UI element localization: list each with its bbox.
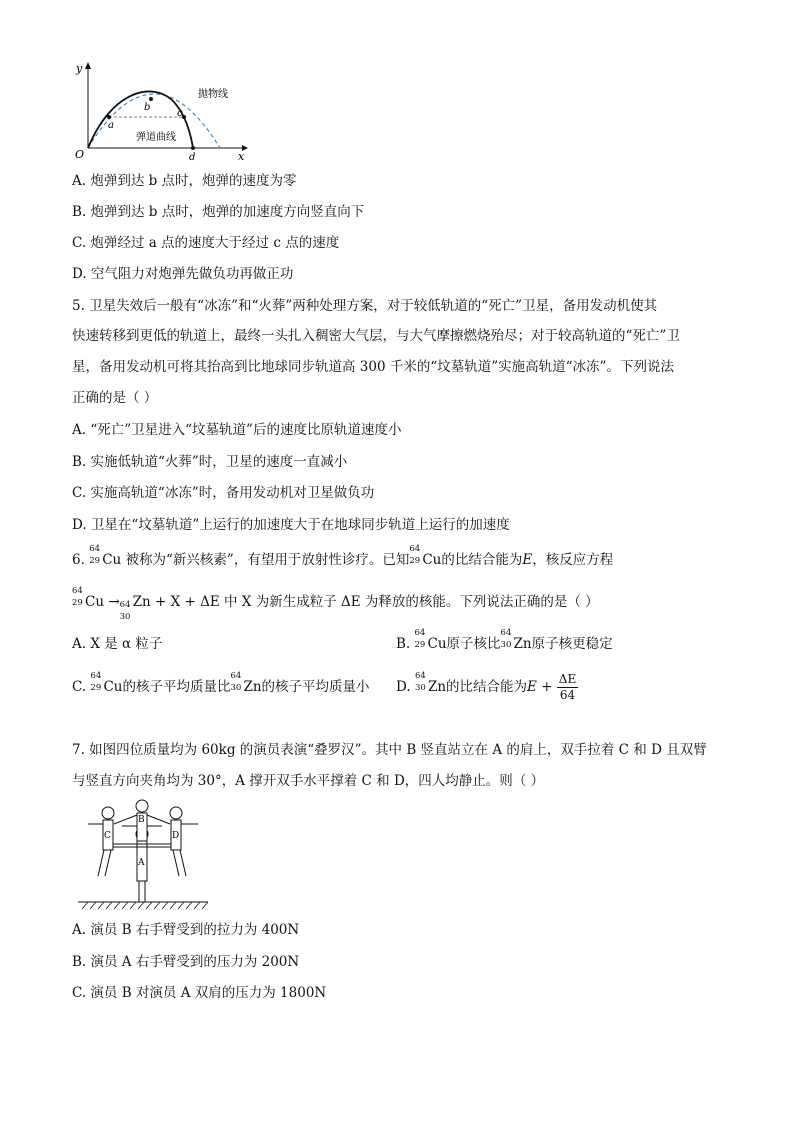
- reaction-products: Zn + X + ΔE: [132, 594, 220, 610]
- q7-option-b: B. 演员 A 右手臂受到的压力为 200N: [72, 954, 300, 970]
- performer-d-head: [170, 807, 182, 819]
- point-b-marker: [149, 97, 153, 101]
- performer-b-arm-left: [114, 815, 137, 824]
- point-c-label: c: [177, 108, 183, 119]
- point-b-label: b: [144, 102, 151, 113]
- q5-option-a: A. “死亡”卫星进入“坟墓轨道”后的速度比原轨道速度小: [72, 422, 402, 438]
- q7-stem-line-1: 7. 如图四位质量均为 60kg 的演员表演“叠罗汉”。其中 B 竖直站立在 A 的肩上，双手拉着 C 和 D 且双臂: [72, 742, 707, 758]
- performer-d-leg-left: [173, 850, 179, 876]
- q6-stem-line-1: [72, 544, 614, 570]
- q6-number: 6.: [72, 552, 85, 568]
- cu-nuclide: 64 29 Cu: [72, 586, 105, 610]
- q7-stem-line-2: 与竖直方向夹角均为 30°，A 撑开双手水平撑着 C 和 D，四人均静止。则（ ）: [72, 773, 545, 789]
- performer-a-label: A: [138, 858, 145, 868]
- q7-option-a: A. 演员 B 右手臂受到的拉力为 400N: [72, 922, 300, 938]
- performer-b-head: [136, 800, 148, 812]
- binding-energy-symbol: E: [522, 552, 533, 568]
- q6-text-2: 的比结合能为: [441, 552, 523, 568]
- q4-option-b: B. 炮弹到达 b 点时，炮弹的加速度方向竖直向下: [72, 204, 365, 220]
- performer-d-leg-right: [180, 850, 186, 876]
- q6-text-3: ，核反应方程: [532, 552, 614, 568]
- trajectory-graph: [72, 60, 262, 168]
- cu-nuclide: 64 29 Cu: [90, 671, 123, 695]
- q7-option-c: C. 演员 B 对演员 A 双肩的压力为 1800N: [72, 985, 327, 1001]
- q5-option-b: B. 实施低轨道“火葬”时，卫星的速度一直减小: [72, 454, 348, 470]
- point-a-marker: [107, 115, 111, 119]
- reaction-arrow-icon: →: [108, 594, 120, 610]
- acrobat-figure: [76, 798, 212, 910]
- q6-option-a: A. X 是 α 粒子: [72, 636, 163, 652]
- x-axis-label: x: [238, 150, 245, 163]
- performer-c-leg-left: [98, 850, 104, 876]
- q5-stem-line-1: 5. 卫星失效后一般有“冰冻”和“火葬”两种处理方案，对于较低轨道的“死亡”卫星，备用发动机使其: [72, 298, 658, 314]
- q6-stem-line-2: 64 29 Cu → 64 30 Zn + X + ΔE 中 X 为新生成粒子 ΔE 为释放的核能。下列说法正确的是（ ）: [72, 586, 599, 622]
- q5-option-d: D. 卫星在“坟墓轨道”上运行的加速度大于在地球同步轨道上运行的加速度: [72, 517, 510, 533]
- cu-nuclide: 64 29 Cu: [409, 544, 442, 568]
- performer-c-label: C: [104, 831, 111, 841]
- point-a-label: a: [108, 120, 114, 131]
- origin-label: O: [75, 148, 85, 161]
- q5-stem-line-2: 快速转移到更低的轨道上，最终一头扎入稠密大气层，与大气摩擦燃烧殆尽；对于较高轨道的“死亡”卫: [72, 328, 680, 344]
- y-axis-label: y: [76, 62, 83, 75]
- q6-text-4: 中 X 为新生成粒子 ΔE 为释放的核能。下列说法正确的是（ ）: [224, 594, 599, 610]
- parabola-label: 抛物线: [198, 89, 228, 100]
- delta-e-fraction: $\frac{\Delta E}{64}$: [558, 672, 577, 702]
- q4-option-d: D. 空气阻力对炮弹先做负功再做正功: [72, 266, 294, 282]
- q6-option-d: D. 64 30 Zn的比结合能为E + $\frac{\Delta E}{64}$: [396, 671, 577, 702]
- q4-option-c: C. 炮弹经过 a 点的速度大于经过 c 点的速度: [72, 235, 340, 251]
- q5-stem-line-4: 正确的是（ ）: [72, 390, 158, 406]
- y-axis-arrow-icon: [85, 62, 91, 69]
- cu-nuclide: 64 29 Cu: [414, 628, 447, 652]
- performer-b-arm-right: [147, 815, 170, 824]
- cu-nuclide: 64 29 Cu: [89, 544, 122, 568]
- q5-stem-line-3: 星，备用发动机可将其抬高到比地球同步轨道高 300 千米的“坟墓轨道”实施高轨道“冰冻”。下列说法: [72, 359, 674, 375]
- q6-option-b: B. 64 29 Cu原子核比 64 30 Zn原子核更稳定: [396, 628, 613, 652]
- q6-text-1: 被称为“新兴核素”，有望用于放射性诊疗。已知: [125, 552, 410, 568]
- performer-b-label: B: [138, 815, 145, 825]
- ground-hatch: [82, 902, 208, 909]
- q5-option-c: C. 实施高轨道“冰冻”时，备用发动机对卫星做负功: [72, 485, 375, 501]
- performer-d-label: D: [172, 831, 180, 841]
- point-d-marker: [191, 146, 195, 150]
- point-d-label: d: [189, 152, 196, 163]
- q6-option-c: C. 64 29 Cu的核子平均质量比 64 30 Zn的核子平均质量小: [72, 671, 370, 695]
- performer-c-leg-right: [105, 850, 111, 876]
- q4-option-a: A. 炮弹到达 b 点时，炮弹的速度为零: [72, 173, 297, 189]
- performer-c-head: [102, 807, 114, 819]
- zn-nuclide: 64 30 Zn: [230, 671, 262, 695]
- zn-nuclide: 64 30 Zn: [500, 628, 532, 652]
- zn-nuclide: 64 30 Zn: [414, 671, 447, 695]
- ballistic-label: 弹道曲线: [136, 132, 176, 143]
